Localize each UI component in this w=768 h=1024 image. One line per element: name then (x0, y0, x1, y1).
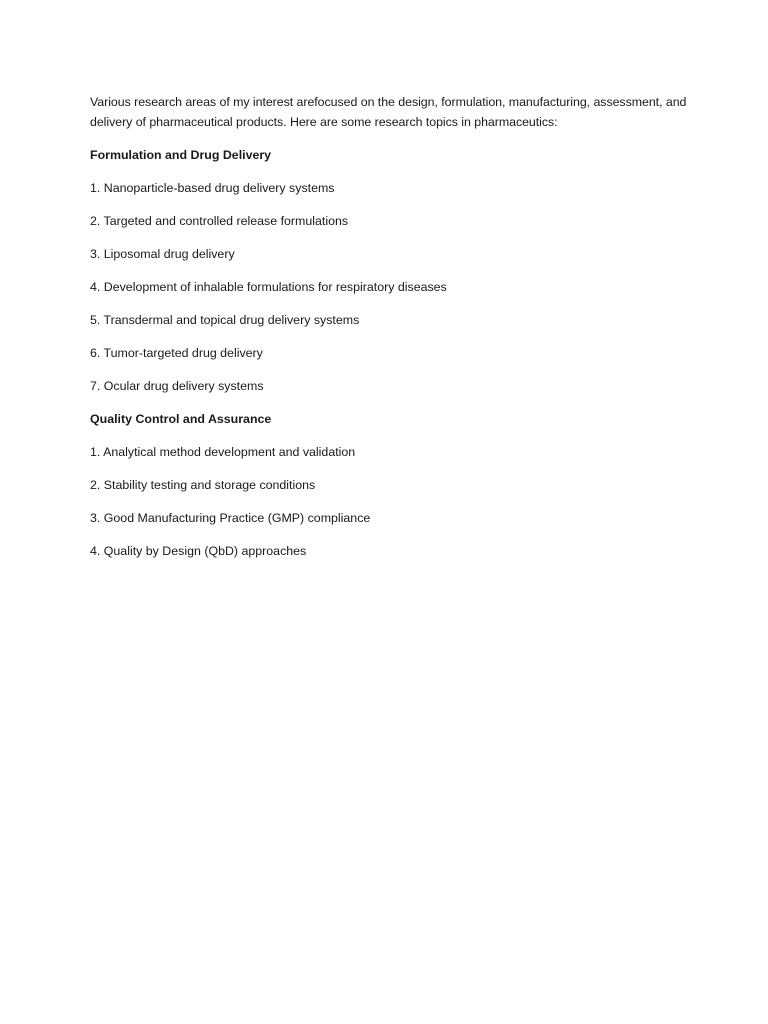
list-item: 3. Good Manufacturing Practice (GMP) compliance (90, 511, 371, 525)
section-quality-control (90, 409, 690, 561)
list-item: 1. Analytical method development and validation (90, 445, 356, 459)
list-item: 6. Tumor-targeted drug delivery (90, 346, 263, 360)
list-item: 4. Quality by Design (QbD) approaches (90, 544, 307, 558)
list-item: 3. Liposomal drug delivery (90, 247, 235, 261)
list-item: 4. Development of inhalable formulations for respiratory diseases (90, 280, 447, 294)
section-formulation (90, 145, 690, 396)
list-item: 2. Targeted and controlled release formulations (90, 214, 349, 228)
list-item: 2. Stability testing and storage conditions (90, 478, 316, 492)
list-item: 1. Nanoparticle-based drug delivery systems (90, 181, 335, 195)
section-heading: Formulation and Drug Delivery (90, 148, 272, 162)
list-item: 5. Transdermal and topical drug delivery systems (90, 313, 360, 327)
list-item: 7. Ocular drug delivery systems (90, 379, 264, 393)
intro-paragraph: Various research areas of my interest arefocused on the design, formulation, manufacturing, assessment, and delivery of pharmaceutical products. Here are some research topics in pharmaceutics: (90, 95, 687, 129)
document-body (90, 92, 690, 574)
section-heading: Quality Control and Assurance (90, 412, 272, 426)
